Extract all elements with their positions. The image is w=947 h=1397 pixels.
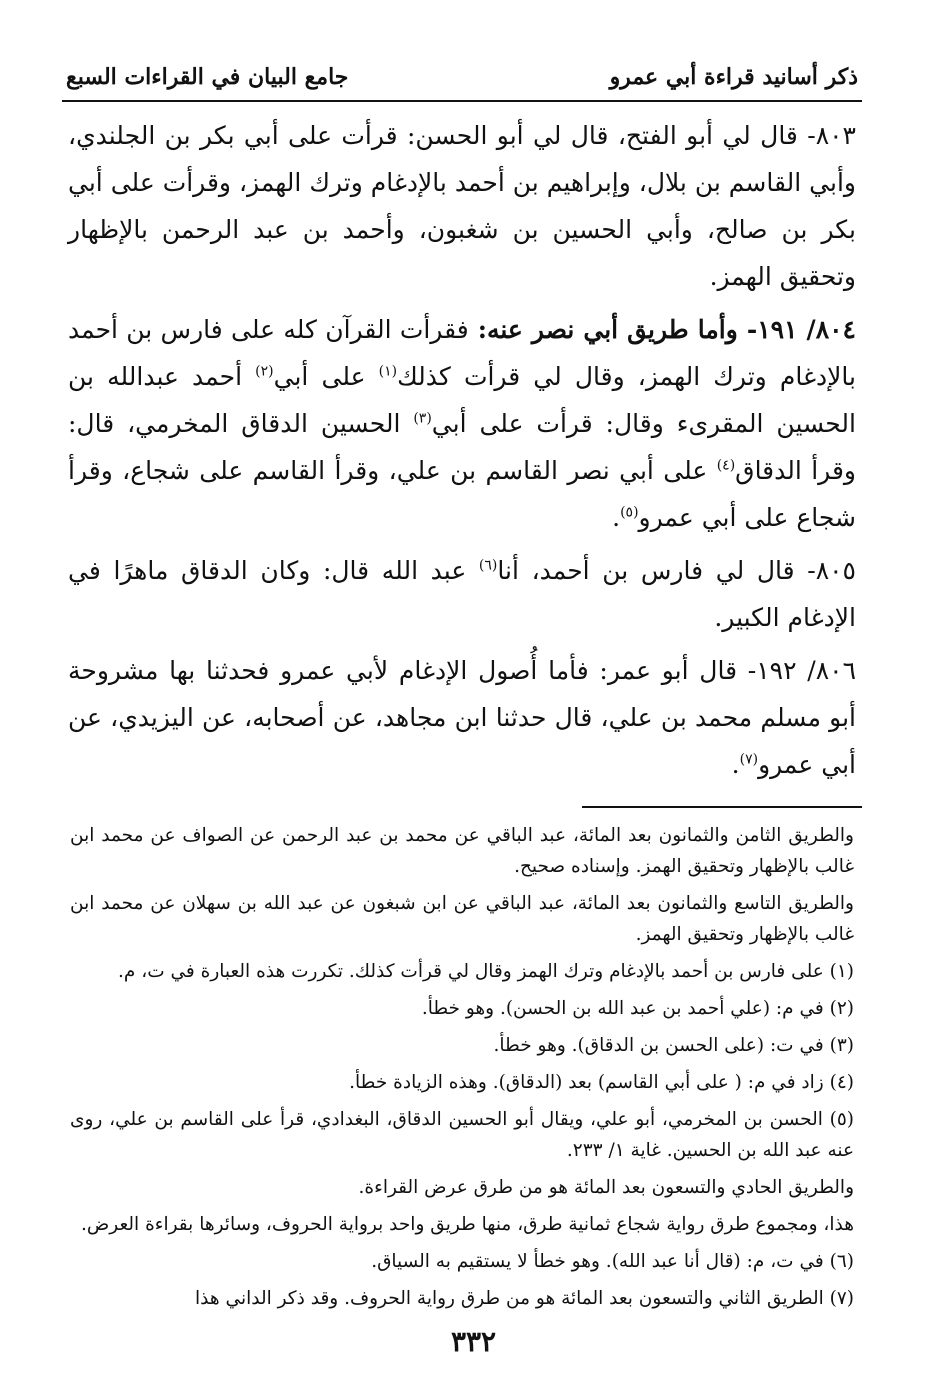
footnotes: [62, 820, 862, 1314]
footnote-marker: (٢): [255, 363, 274, 380]
footnote-marker: (٧): [739, 751, 759, 768]
footnote-marker: (١): [378, 363, 398, 380]
paragraph-806: [62, 647, 862, 788]
paragraph-text: .: [731, 750, 740, 779]
footnote-1: (١) على فارس بن أحمد بالإدغام وترك الهمز وقال لي قرأت كذلك. تكررت هذه العبارة في ت، م.: [118, 961, 854, 982]
footnote-4: (٤) زاد في م: ( على أبي القاسم) بعد (الدقاق). وهذه الزيادة خطأ.: [349, 1072, 854, 1093]
paragraph-number: ٨٠٤/ ١٩١-: [737, 315, 856, 344]
running-header: [62, 60, 862, 102]
page-number: ٣٣٢: [450, 1325, 497, 1358]
footnote-note: هذا، ومجموع طرق رواية شجاع ثمانية طرق، منها طريق واحد برواية الحروف، وسائرها بقراءة العرض.: [81, 1214, 854, 1235]
footnote-7: (٧) الطريق الثاني والتسعون بعد المائة هو من طرق رواية الحروف. وقد ذكر الداني هذا: [195, 1288, 854, 1309]
footnote-marker: (٤): [716, 457, 736, 474]
book-page: [62, 60, 862, 1314]
footnote-marker: (٣): [413, 410, 432, 427]
footnote-note: والطريق التاسع والثمانون بعد المائة، عبد الباقي عن ابن شبغون عن عبد الله بن سهلان عن محمد ابن غالب بالإظهار وتحقيق الهمز.: [70, 893, 854, 945]
footnote-note: والطريق الحادي والتسعون بعد المائة هو من طرق عرض القراءة.: [358, 1177, 854, 1198]
footnote-marker: (٥): [620, 504, 639, 521]
paragraph-text: عبد الله قال: وكان الدقاق ماهرًا في الإدغام الكبير.: [68, 556, 856, 632]
paragraph-805: [62, 547, 862, 641]
footnote-divider: [582, 806, 862, 808]
paragraph-lead: وأما طريق أبي نصر عنه:: [468, 315, 738, 344]
paragraph-number: ٨٠٣-: [797, 121, 856, 150]
footnote-3: (٣) في ت: (على الحسن بن الدقاق). وهو خطأ.: [493, 1035, 854, 1056]
paragraph-text: .: [612, 503, 621, 532]
paragraph-text: فقرأت القرآن كله على فارس بن أحمد بالإدغام وترك الهمز، وقال لي قرأت كذلك: [68, 315, 856, 391]
footnote-2: (٢) في م: (علي أحمد بن عبد الله بن الحسن). وهو خطأ.: [421, 998, 854, 1019]
paragraph-text: على أبي نصر القاسم بن علي، وقرأ القاسم على شجاع، وقرأ شجاع على أبي عمرو: [68, 456, 856, 532]
paragraph-number: ٨٠٥-: [794, 556, 856, 585]
footnote-marker: (٦): [478, 557, 498, 574]
paragraph-text: على أبي: [273, 362, 379, 391]
paragraph-text: قال أبو عمر: فأما أُصول الإدغام لأبي عمرو فحدثنا بها مشروحة أبو مسلم محمد بن علي، قال حدثنا ابن مجاهد، عن أصحابه، عن اليزيدي، عن أبي عمرو: [68, 656, 856, 779]
chapter-title: ذكر أسانيد قراءة أبي عمرو: [609, 64, 858, 90]
paragraph-804: [62, 306, 862, 541]
paragraph-text: قال لي فارس بن أحمد، أنا: [497, 556, 795, 585]
book-title: جامع البيان في القراءات السبع: [66, 64, 349, 90]
paragraph-text: قال لي أبو الفتح، قال لي أبو الحسن: قرأت على أبي بكر بن الجلندي، وأبي القاسم بن بلال، وإبراهيم بن أحمد بالإدغام وترك الهمز، وقرأت على أبي بكر بن صالح، وأبي الحسين بن شغبون، وأحمد بن عبد الرحمن بالإظهار وتحقيق الهمز.: [68, 121, 856, 291]
footnote-6: (٦) في ت، م: (قال أنا عبد الله). وهو خطأ لا يستقيم به السياق.: [371, 1251, 854, 1272]
paragraph-number: ٨٠٦/ ١٩٢-: [737, 656, 857, 685]
paragraph-text: أحمد عبدالله بن الحسين المقرىء وقال: قرأت على أبي: [68, 362, 856, 438]
main-text: [62, 112, 862, 788]
paragraph-803: [62, 112, 862, 300]
footnote-5: (٥) الحسن بن المخرمي، أبو علي، ويقال أبو الحسين الدقاق، البغدادي، قرأ على القاسم بن علي، روى عنه عبد الله بن الحسين. غاية ١/ ٢٣٣.: [70, 1109, 854, 1161]
footnote-note: والطريق الثامن والثمانون بعد المائة، عبد الباقي عن محمد بن عبد الرحمن عن الصواف عن محمد ابن غالب بالإظهار وتحقيق الهمز. وإسناده صحيح.: [70, 825, 854, 877]
paragraph-text: الحسين الدقاق المخرمي، قال: وقرأ الدقاق: [68, 409, 856, 485]
